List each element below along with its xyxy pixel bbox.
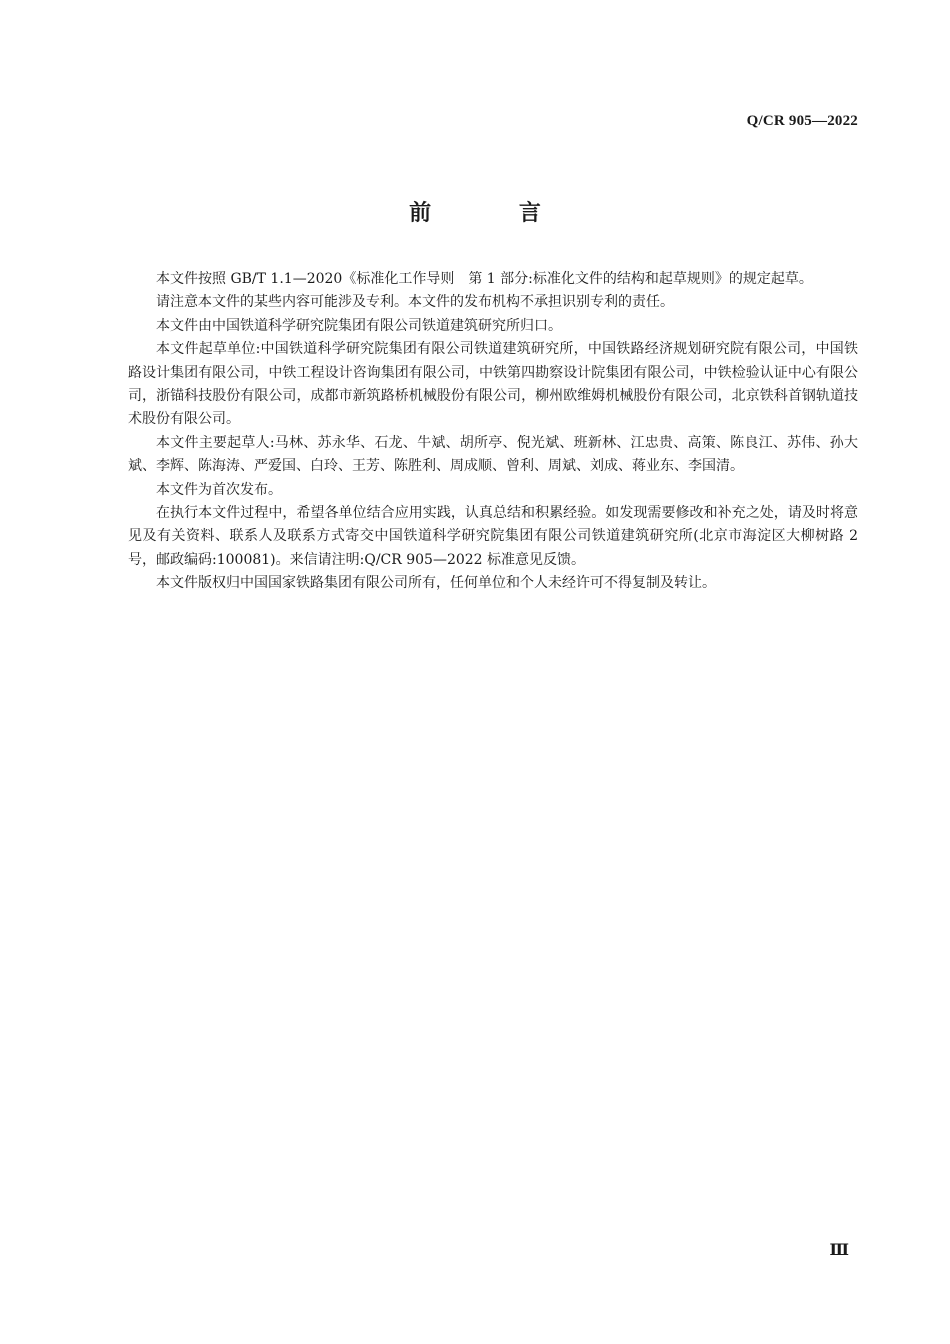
paragraph-drafting-units: 本文件起草单位:中国铁道科学研究院集团有限公司铁道建筑研究所，中国铁路经济规划研究院有限公司，中国铁路设计集团有限公司，中铁工程设计咨询集团有限公司，中铁第四勘察设计院集团有限公司，中铁检验认证中心有限公司，浙锚科技股份有限公司，成都市新筑路桥机械股份有限公司，柳州欧维姆机械股份有限公司，北京铁科首钢轨道技术股份有限公司。 — [128, 341, 858, 428]
paragraph-drafting-rules: 本文件按照 GB/T 1.1—2020《标准化工作导则 第 1 部分:标准化文件的结构和起草规则》的规定起草。 — [156, 271, 813, 287]
paragraph-patent-notice: 请注意本文件的某些内容可能涉及专利。本文件的发布机构不承担识别专利的责任。 — [156, 294, 674, 311]
paragraph-responsible-unit: 本文件由中国铁道科学研究院集团有限公司铁道建筑研究所归口。 — [156, 317, 562, 334]
paragraph-copyright: 本文件版权归中国国家铁路集团有限公司所有，任何单位和个人未经许可不得复制及转让。 — [156, 575, 716, 592]
page-number: Ⅲ — [829, 1242, 849, 1259]
foreword-body — [128, 268, 858, 596]
page-title: 前 言 — [409, 201, 581, 226]
document-code: Q/CR 905—2022 — [746, 113, 858, 129]
paragraph-feedback: 在执行本文件过程中，希望各单位结合应用实践，认真总结和积累经验。如发现需要修改和补充之处，请及时将意见及有关资料、联系人及联系方式寄交中国铁道科学研究院集团有限公司铁道建筑研究所(北京市海淀区大柳树路 2 号，邮政编码:100081)。来信请注明:Q/CR 905—2022 标准意见反馈。 — [128, 505, 858, 568]
paragraph-drafters: 本文件主要起草人:马林、苏永华、石龙、牛斌、胡所亭、倪光斌、班新林、江忠贵、高策、陈良江、苏伟、孙大斌、李辉、陈海涛、严爱国、白玲、王芳、陈胜利、周成顺、曾利、周斌、刘成、蒋业东、李国清。 — [128, 434, 858, 475]
paragraph-first-release: 本文件为首次发布。 — [156, 481, 282, 498]
